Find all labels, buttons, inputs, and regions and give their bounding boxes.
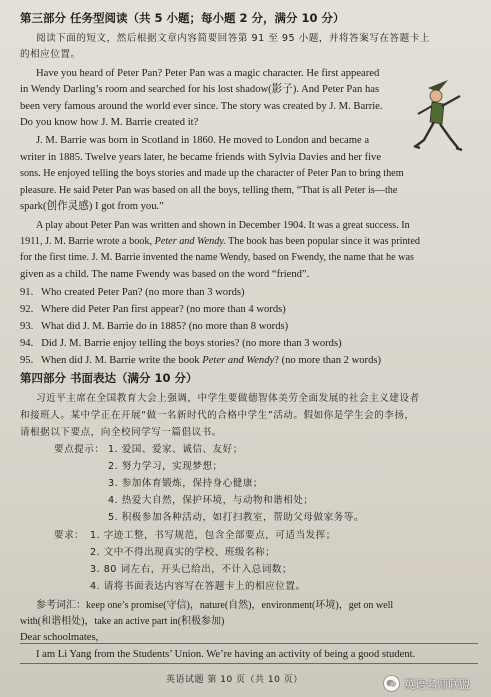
question-row bbox=[20, 354, 381, 367]
para3-line bbox=[20, 235, 420, 248]
requirement-item: 4. 请将书面表达内容写在答题卡上的相应位置。 bbox=[90, 581, 306, 592]
question-text: Did J. M. Barrie enjoy telling the boys stories? (no more than 3 words) bbox=[41, 338, 342, 349]
part4-intro-line: 和接班人。某中学正在开展“做一名新时代的合格中学生”活动。假如你是学生会的李扬， bbox=[20, 410, 415, 421]
para3-line: given as a child. The name Fwendy was based on the word “friend”. bbox=[20, 269, 310, 280]
question-row bbox=[20, 286, 245, 299]
question-row bbox=[20, 303, 286, 316]
question-row bbox=[20, 320, 288, 333]
question-number: 95. bbox=[20, 355, 34, 366]
page-footer: 英语试题 第 10 页（共 10 页） bbox=[166, 675, 303, 685]
question-number: 93. bbox=[20, 321, 34, 332]
point-item: 1. 爱国、爱家、诚信、友好； bbox=[108, 444, 243, 455]
question-text: Who created Peter Pan? (no more than 3 words) bbox=[41, 287, 245, 298]
part3-header: 第三部分 任务型阅读（共 5 小题；每小题 2 分，满分 10 分） bbox=[20, 11, 345, 25]
question-row bbox=[20, 337, 342, 350]
vocab-line: 参考词汇：keep one’s promise(守信)，nature(自然)，environment(环境)，get on well bbox=[36, 600, 394, 611]
part3-instruction-line2: 的相应位置。 bbox=[20, 49, 81, 60]
peter-pan-illustration bbox=[398, 74, 470, 154]
opening-sentence: I am Li Yang from the Students’ Union. We’re having an activity of being a good student. bbox=[36, 649, 416, 660]
point-item: 3. 参加体育锻炼，保持身心健康； bbox=[108, 478, 264, 489]
book-title: Peter and Wendy. bbox=[154, 236, 226, 247]
question-text: When did J. M. Barrie write the book bbox=[41, 355, 200, 366]
requirements-label: 要求： bbox=[54, 530, 85, 541]
point-item: 5. 积极参加各种活动，如打扫教室，帮助父母做家务等。 bbox=[108, 512, 364, 523]
para3-text: 1911, J. M. Barrie wrote a book, bbox=[20, 236, 153, 247]
para2-line: spark(创作灵感) I got from you.” bbox=[20, 201, 164, 212]
salutation: Dear schoolmates, bbox=[20, 632, 99, 643]
question-number: 94. bbox=[20, 338, 34, 349]
watermark-text: 英语名师联盟 bbox=[404, 677, 470, 691]
part4-intro-line: 请根据以下要点，向全校同学写一篇倡议书。 bbox=[20, 427, 222, 438]
para2-line: writer in 1885. Twelve years later, he became friends with Sylvia Davies and her five bbox=[20, 152, 382, 163]
para3-line: A play about Peter Pan was written and shown in December 1904. It was a great success. In bbox=[36, 220, 410, 231]
part3-instruction-line1: 阅读下面的短文，然后根据文章内容简要回答第 91 至 95 小题，并将答案写在答题卡上 bbox=[36, 33, 430, 44]
para2-line: J. M. Barrie was born in Scotland in 1860. He moved to London and became a bbox=[36, 135, 370, 146]
para1-line: in Wendy Darling’s room and searched for his lost shadow(影子). And Peter Pan has bbox=[20, 84, 380, 95]
vocab-line: with(和谐相处)，take an active part in(积极参加) bbox=[20, 616, 225, 627]
para1-line: Have you heard of Peter Pan? Peter Pan was a magic character. He first appeared bbox=[36, 68, 380, 79]
point-item: 4. 热爱大自然，保护环境，与动物和谐相处； bbox=[108, 495, 314, 506]
para1-line: Do you know how J. M. Barrie created it? bbox=[20, 117, 199, 128]
question-number: 92. bbox=[20, 304, 34, 315]
para3-line: for the first time. J. M. Barrie invented the name Wendy, based on Fwendy, the name that he was bbox=[20, 252, 415, 263]
chat-bubble-icon bbox=[383, 675, 400, 692]
watermark bbox=[383, 675, 470, 692]
question-text: Where did Peter Pan first appear? (no more than 4 words) bbox=[41, 304, 286, 315]
part4-intro-line: 习近平主席在全国教育大会上强调，中学生要做德智体美劳全面发展的社会主义建设者 bbox=[36, 393, 420, 404]
para3-text: The book has been popular since it was printed bbox=[228, 236, 420, 247]
requirement-item: 3. 80 词左右，开头已给出，不计入总词数； bbox=[90, 564, 293, 575]
answer-line bbox=[20, 663, 478, 664]
question-text: What did J. M. Barrie do in 1885? (no more than 8 words) bbox=[41, 321, 289, 332]
requirement-item: 1. 字迹工整，书写规范，包含全部要点，可适当发挥； bbox=[90, 530, 336, 541]
para2-line: pleasure. He said Peter Pan was based on all the boys, telling them, “That is all Peter is—the bbox=[20, 185, 398, 196]
part4-header: 第四部分 书面表达（满分 10 分） bbox=[20, 371, 198, 385]
question-text: ? (no more than 2 words) bbox=[274, 355, 382, 366]
para1-line: been very famous around the world ever since. The story was created by J. M. Barrie. bbox=[20, 101, 383, 112]
requirement-item: 2. 文中不得出现真实的学校、班级名称； bbox=[90, 547, 276, 558]
points-label: 要点提示： bbox=[54, 444, 105, 455]
book-title: Peter and Wendy bbox=[202, 355, 275, 366]
answer-line bbox=[20, 643, 478, 644]
para2-line: sons. He enjoyed telling the boys stories and made up the character of Peter Pan to bring them bbox=[20, 168, 404, 179]
point-item: 2. 努力学习，实现梦想； bbox=[108, 461, 223, 472]
question-number: 91. bbox=[20, 287, 34, 298]
